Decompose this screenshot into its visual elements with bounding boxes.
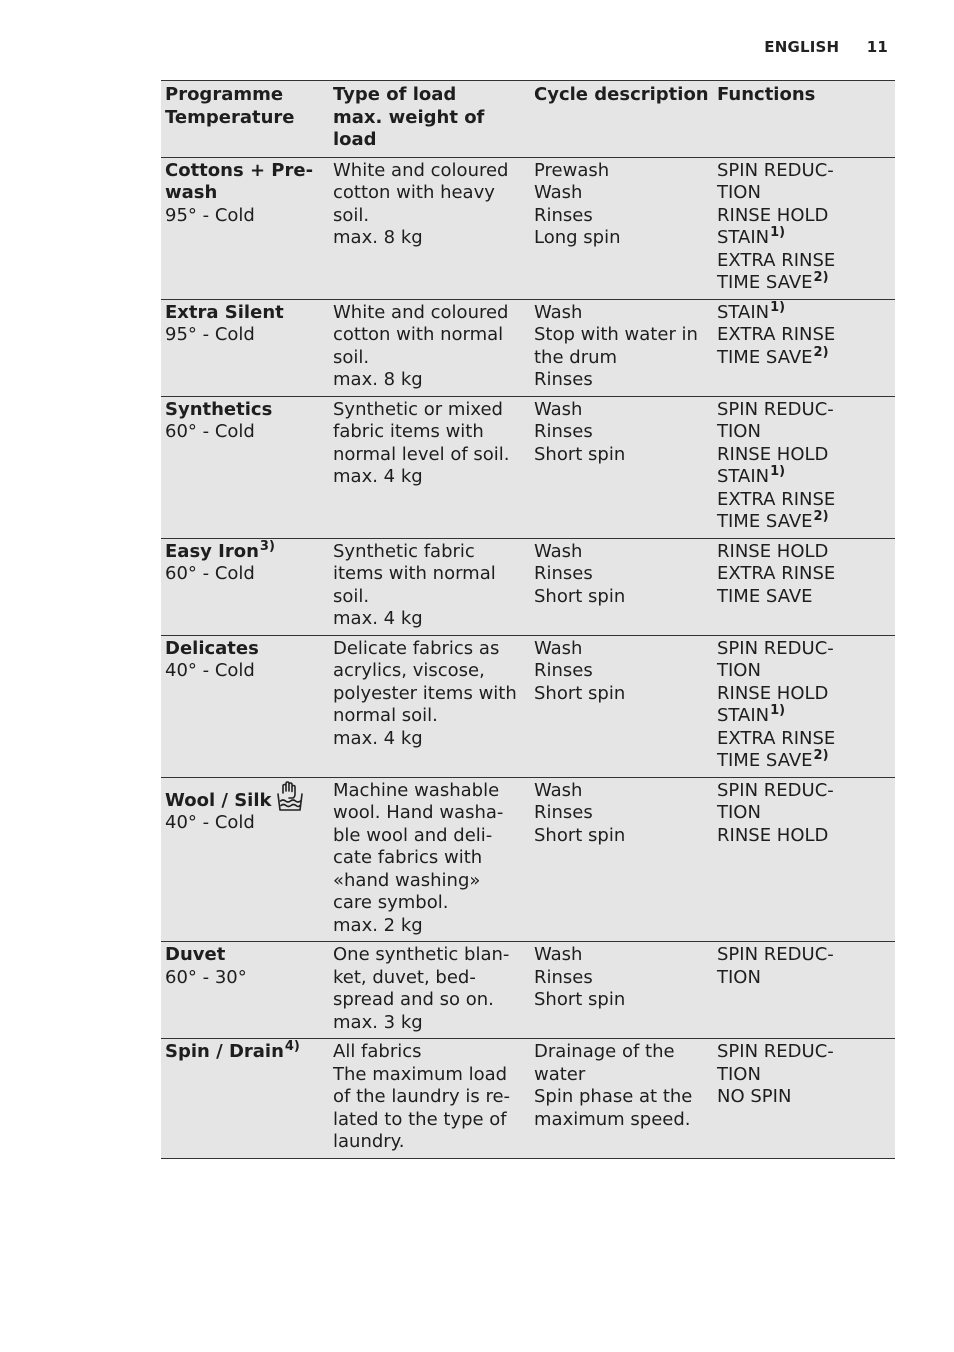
cycle-line: Wash xyxy=(534,301,583,323)
load-line: max. 4 kg xyxy=(333,466,423,487)
programme-name: Easy Iron xyxy=(165,540,259,562)
header-functions-line: Functions xyxy=(717,84,816,105)
function-item: RINSE HOLD xyxy=(717,540,829,562)
load-line: max. 2 kg xyxy=(333,914,423,936)
function-item: EXTRA RINSE xyxy=(717,249,836,271)
header-cycle xyxy=(530,81,713,158)
load-line: lated to the type of xyxy=(333,1108,507,1130)
footnote-marker: 1) xyxy=(770,225,786,240)
page-number: 11 xyxy=(866,38,888,56)
cycle-cell xyxy=(530,942,713,1039)
cycle-cell xyxy=(530,538,713,635)
load-line: normal level of soil. xyxy=(333,443,510,465)
temperature-range: 60° - Cold xyxy=(165,421,255,442)
footnote-marker: 2) xyxy=(813,344,829,360)
table-row xyxy=(161,1039,895,1159)
load-line: White and coloured xyxy=(333,159,509,181)
load-cell xyxy=(329,157,530,299)
load-line: max. 8 kg xyxy=(333,227,423,248)
cycle-line: Wash xyxy=(534,182,583,203)
header-functions xyxy=(713,81,895,158)
language-label: ENGLISH xyxy=(764,38,840,56)
load-line: cate fabrics with xyxy=(333,847,483,868)
function-item: SPIN REDUC- xyxy=(717,398,834,420)
programme-table xyxy=(161,80,895,1159)
programme-name: wash xyxy=(165,182,218,203)
temperature-range: 60° - 30° xyxy=(165,966,247,988)
load-line: of the laundry is re- xyxy=(333,1086,511,1107)
programme-name: Spin / Drain xyxy=(165,1041,284,1062)
table-row xyxy=(161,777,895,942)
programme-cell xyxy=(161,157,329,299)
header-cycle-line: Cycle description xyxy=(534,84,709,105)
function-item: STAIN xyxy=(717,227,770,248)
footnote-marker: 4) xyxy=(284,1039,300,1054)
load-line: soil. xyxy=(333,585,370,607)
functions-cell xyxy=(713,157,895,299)
function-item: SPIN REDUC- xyxy=(717,944,834,965)
footnote-marker: 1) xyxy=(770,299,786,315)
cycle-line: Stop with water in xyxy=(534,324,698,345)
load-line: polyester items with xyxy=(333,682,517,704)
function-item: TION xyxy=(717,1063,761,1085)
function-item: STAIN xyxy=(717,705,770,726)
footnote-marker: 2) xyxy=(813,748,829,763)
load-cell xyxy=(329,299,530,396)
cycle-line: Short spin xyxy=(534,682,626,704)
table-row xyxy=(161,157,895,299)
load-line: One synthetic blan- xyxy=(333,944,510,965)
load-cell xyxy=(329,538,530,635)
programme-name: Wool / Silk xyxy=(165,789,272,811)
header-programme xyxy=(161,81,329,158)
cycle-line: Prewash xyxy=(534,159,610,181)
programme-name: Extra Silent xyxy=(165,301,284,323)
load-line: cotton with heavy xyxy=(333,182,495,203)
function-item: RINSE HOLD xyxy=(717,443,829,465)
programme-cell xyxy=(161,299,329,396)
function-item: TION xyxy=(717,660,761,681)
load-line: spread and so on. xyxy=(333,989,494,1010)
load-line: soil. xyxy=(333,204,370,226)
load-cell xyxy=(329,635,530,777)
hand-wash-care-icon xyxy=(276,780,304,812)
programme-cell xyxy=(161,1039,329,1159)
load-line: cotton with normal xyxy=(333,324,504,345)
function-item: SPIN REDUC- xyxy=(717,1041,834,1062)
load-line: normal soil. xyxy=(333,705,438,726)
load-line: max. 3 kg xyxy=(333,1011,423,1033)
load-line: fabric items with xyxy=(333,421,484,442)
cycle-line: Short spin xyxy=(534,989,626,1010)
load-line: ket, duvet, bed- xyxy=(333,966,476,988)
load-line: «hand washing» xyxy=(333,869,481,891)
cycle-cell xyxy=(530,396,713,538)
function-item: EXTRA RINSE xyxy=(717,727,836,749)
load-line: max. 4 kg xyxy=(333,608,423,629)
cycle-line: Drainage of the xyxy=(534,1041,675,1062)
cycle-line: Wash xyxy=(534,540,583,562)
load-line: ble wool and deli- xyxy=(333,824,493,846)
load-cell xyxy=(329,396,530,538)
footnote-marker: 2) xyxy=(813,270,829,285)
functions-cell xyxy=(713,396,895,538)
temperature-range: 40° - Cold xyxy=(165,660,255,681)
function-item: EXTRA RINSE xyxy=(717,324,836,345)
cycle-line: Short spin xyxy=(534,585,626,607)
cycle-line: Long spin xyxy=(534,227,621,248)
cycle-line: water xyxy=(534,1063,586,1085)
programme-name: Cottons + Pre- xyxy=(165,159,314,181)
cycle-cell xyxy=(530,777,713,942)
footnote-marker: 1) xyxy=(770,464,786,479)
header-load-line: load xyxy=(333,129,377,150)
programme-name: Synthetics xyxy=(165,398,273,420)
function-item: NO SPIN xyxy=(717,1086,792,1107)
cycle-line: Wash xyxy=(534,637,583,659)
load-line: care symbol. xyxy=(333,892,449,913)
load-line: White and coloured xyxy=(333,301,509,323)
cycle-line: Wash xyxy=(534,944,583,965)
functions-cell xyxy=(713,1039,895,1159)
cycle-line: Rinses xyxy=(534,660,593,681)
function-item: TIME SAVE xyxy=(717,511,813,532)
function-item: SPIN REDUC- xyxy=(717,637,834,659)
table-row xyxy=(161,538,895,635)
temperature-range: 60° - Cold xyxy=(165,563,255,584)
cycle-line: Rinses xyxy=(534,204,593,226)
function-item: EXTRA RINSE xyxy=(717,563,836,584)
load-line: Synthetic fabric xyxy=(333,540,475,562)
programme-cell xyxy=(161,538,329,635)
load-line: All fabrics xyxy=(333,1041,422,1062)
programme-cell xyxy=(161,396,329,538)
cycle-line: Rinses xyxy=(534,802,593,823)
load-cell xyxy=(329,942,530,1039)
cycle-line: Wash xyxy=(534,779,583,801)
function-item: TION xyxy=(717,421,761,442)
cycle-line: the drum xyxy=(534,346,618,368)
load-line: Delicate fabrics as xyxy=(333,637,500,659)
cycle-line: Short spin xyxy=(534,824,626,846)
cycle-line: maximum speed. xyxy=(534,1108,691,1130)
load-line: acrylics, viscose, xyxy=(333,660,485,681)
functions-cell xyxy=(713,299,895,396)
function-item: STAIN xyxy=(717,466,770,487)
header-load xyxy=(329,81,530,158)
header-load-line: Type of load xyxy=(333,84,457,105)
header-programme-line: Programme xyxy=(165,84,284,105)
functions-cell xyxy=(713,777,895,942)
function-item: TIME SAVE xyxy=(717,585,813,607)
table-body xyxy=(161,157,895,1158)
footnote-marker: 2) xyxy=(813,509,829,524)
cycle-line: Spin phase at the xyxy=(534,1086,693,1107)
function-item: TIME SAVE xyxy=(717,272,813,293)
cycle-line: Rinses xyxy=(534,966,593,988)
function-item: RINSE HOLD xyxy=(717,682,829,704)
load-line: Synthetic or mixed xyxy=(333,398,503,420)
cycle-cell xyxy=(530,299,713,396)
cycle-line: Wash xyxy=(534,398,583,420)
header-load-line: max. weight of xyxy=(333,106,485,128)
load-line: Machine washable xyxy=(333,779,500,801)
cycle-line: Short spin xyxy=(534,443,626,465)
function-item: EXTRA RINSE xyxy=(717,488,836,510)
load-line: The maximum load xyxy=(333,1063,508,1085)
load-line: wool. Hand washa- xyxy=(333,802,504,823)
temperature-range: 95° - Cold xyxy=(165,204,255,226)
table-row xyxy=(161,942,895,1039)
cycle-cell xyxy=(530,1039,713,1159)
programme-name: Duvet xyxy=(165,944,226,965)
table-header-row xyxy=(161,81,895,158)
functions-cell xyxy=(713,942,895,1039)
cycle-line: Rinses xyxy=(534,421,593,442)
programme-cell xyxy=(161,942,329,1039)
cycle-cell xyxy=(530,157,713,299)
functions-cell xyxy=(713,635,895,777)
load-line: laundry. xyxy=(333,1131,405,1152)
function-item: SPIN REDUC- xyxy=(717,779,834,801)
table-row xyxy=(161,635,895,777)
load-line: max. 8 kg xyxy=(333,369,423,390)
function-item: TIME SAVE xyxy=(717,346,813,368)
function-item: SPIN REDUC- xyxy=(717,159,834,181)
function-item: RINSE HOLD xyxy=(717,204,829,226)
table-row xyxy=(161,299,895,396)
page-header xyxy=(764,38,888,56)
footnote-marker: 1) xyxy=(770,703,786,718)
temperature-range: 40° - Cold xyxy=(165,812,255,833)
cycle-line: Rinses xyxy=(534,563,593,584)
function-item: STAIN xyxy=(717,301,770,323)
function-item: TION xyxy=(717,966,761,988)
load-line: items with normal xyxy=(333,563,496,584)
load-line: max. 4 kg xyxy=(333,727,423,749)
cycle-cell xyxy=(530,635,713,777)
load-cell xyxy=(329,1039,530,1159)
footnote-marker: 3) xyxy=(259,538,275,554)
programme-cell xyxy=(161,777,329,942)
cycle-line: Rinses xyxy=(534,369,593,390)
table-row xyxy=(161,396,895,538)
load-line: soil. xyxy=(333,346,370,368)
functions-cell xyxy=(713,538,895,635)
function-item: RINSE HOLD xyxy=(717,824,829,846)
load-cell xyxy=(329,777,530,942)
function-item: TION xyxy=(717,182,761,203)
function-item: TION xyxy=(717,802,761,823)
function-item: TIME SAVE xyxy=(717,750,813,771)
programme-name: Delicates xyxy=(165,637,259,659)
temperature-range: 95° - Cold xyxy=(165,324,255,345)
header-programme-line: Temperature xyxy=(165,106,295,128)
programme-cell xyxy=(161,635,329,777)
